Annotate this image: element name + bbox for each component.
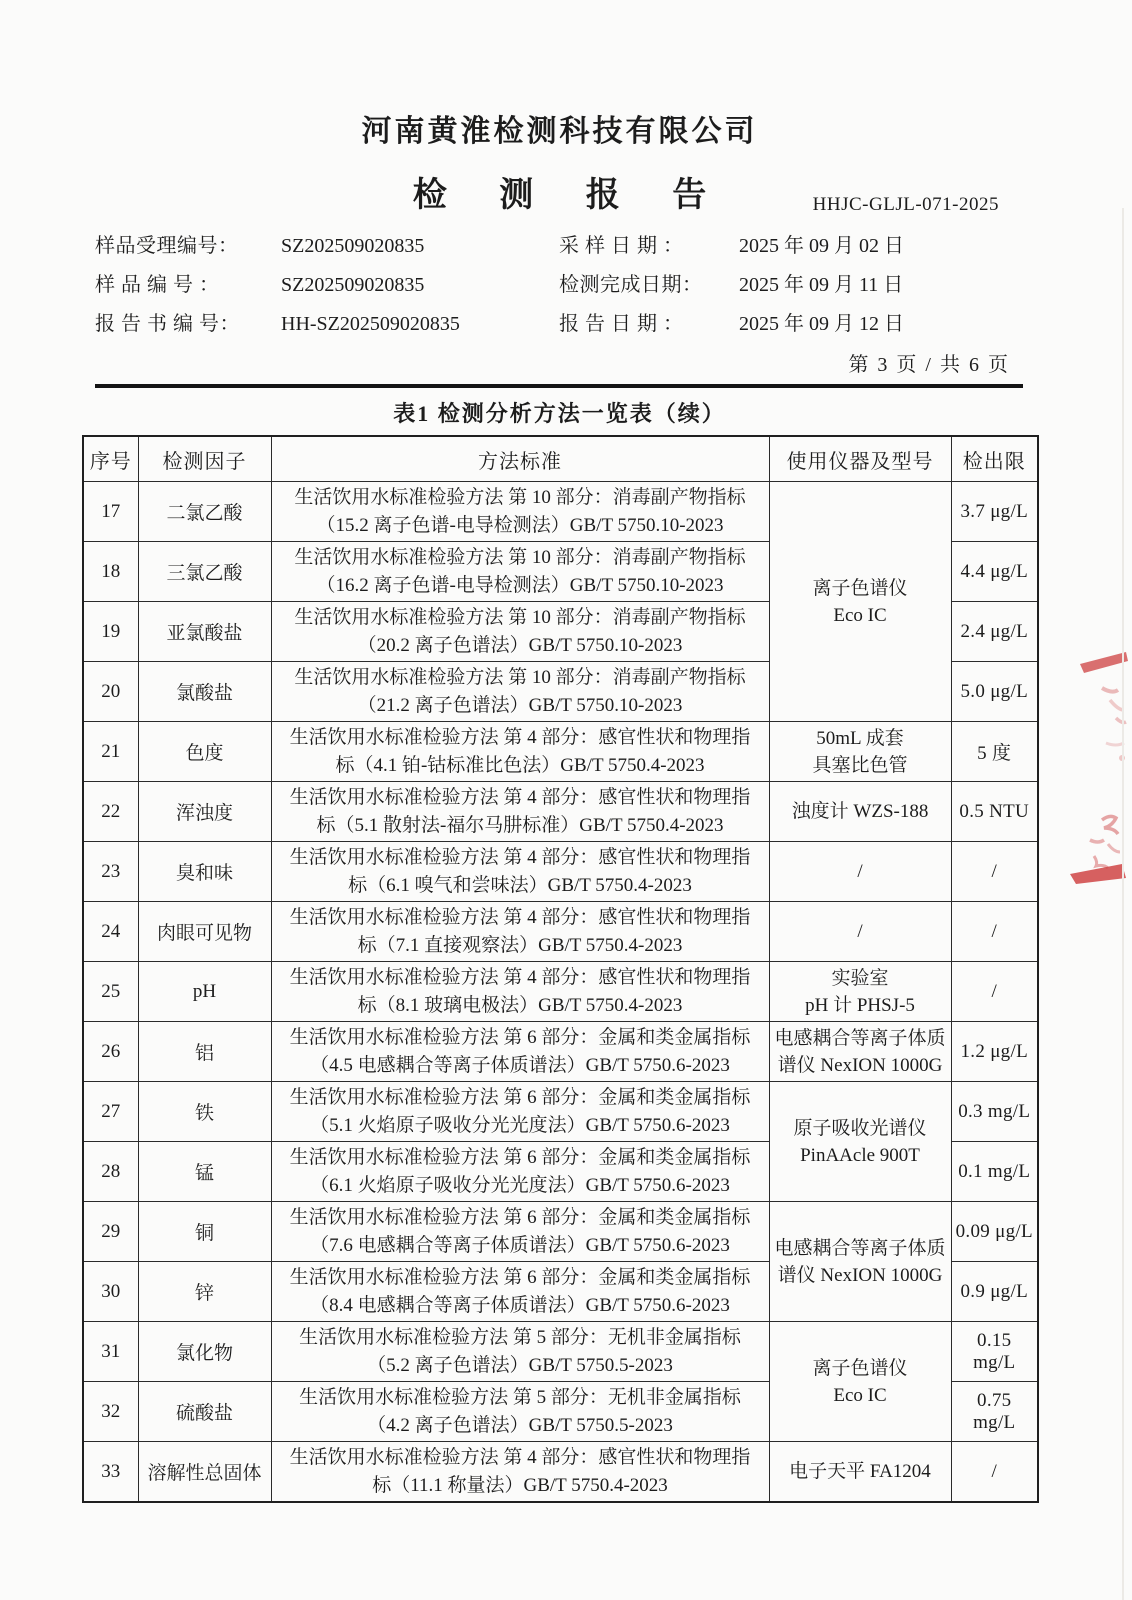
table-row: [83, 1202, 1038, 1262]
method-line: （4.5 电感耦合等离子体质谱法）GB/T 5750.6-2023: [310, 1054, 730, 1076]
instrument-line: Eco IC: [833, 604, 887, 626]
cell-detection-limit: 0.1 mg/L: [951, 1142, 1038, 1202]
cell-serial-number: 23: [83, 842, 138, 902]
method-line: （16.2 离子色谱-电导检测法）GB/T 5750.10-2023: [316, 574, 724, 596]
cell-instrument: [769, 482, 951, 722]
cell-instrument: [769, 1202, 951, 1322]
cell-detection-limit: 4.4 μg/L: [951, 542, 1038, 602]
method-line: 生活饮用水标准检验方法 第 6 部分：金属和类金属指标: [289, 1146, 751, 1168]
table-row: [83, 1322, 1038, 1382]
report-code: HHJC-GLJL-071-2025: [812, 194, 999, 215]
cell-serial-number: 28: [83, 1142, 138, 1202]
instrument-line: 浊度计 WZS-188: [791, 801, 929, 822]
cell-detection-limit: /: [951, 1442, 1038, 1503]
meta-value: SZ202509020835: [281, 274, 425, 296]
table-title: 表1 检测分析方法一览表（续）: [393, 401, 726, 426]
cell-serial-number: 19: [83, 602, 138, 662]
table-row: [83, 1022, 1038, 1082]
cell-detection-limit: /: [951, 902, 1038, 962]
cell-method-standard: [271, 1382, 769, 1442]
instrument-line: 离子色谱仪: [812, 577, 908, 599]
cell-detection-limit: 1.2 μg/L: [951, 1022, 1038, 1082]
method-line: 生活饮用水标准检验方法 第 4 部分：感官性状和物理指: [289, 786, 751, 808]
table-row: [83, 482, 1038, 542]
cell-test-factor: 亚氯酸盐: [138, 602, 271, 662]
cell-serial-number: 25: [83, 962, 138, 1022]
header-col-instrument: 使用仪器及型号: [769, 436, 951, 482]
cell-detection-limit: 2.4 μg/L: [951, 602, 1038, 662]
cell-method-standard: [271, 1262, 769, 1322]
cell-test-factor: 肉眼可见物: [138, 902, 271, 962]
method-line: 生活饮用水标准检验方法 第 6 部分：金属和类金属指标: [289, 1266, 751, 1288]
cell-detection-limit: 0.09 μg/L: [951, 1202, 1038, 1262]
cell-test-factor: 氯化物: [138, 1322, 271, 1382]
cell-test-factor: pH: [138, 962, 271, 1022]
cell-serial-number: 27: [83, 1082, 138, 1142]
instrument-line: 电感耦合等离子体质: [774, 1237, 946, 1259]
cell-test-factor: 溶解性总固体: [138, 1442, 271, 1503]
instrument-line: 50mL 成套: [816, 727, 904, 749]
cell-serial-number: 32: [83, 1382, 138, 1442]
method-line: 标（8.1 玻璃电极法）GB/T 5750.4-2023: [357, 994, 683, 1016]
header-col-no: 序号: [83, 436, 138, 482]
cell-detection-limit: /: [951, 962, 1038, 1022]
cell-method-standard: [271, 782, 769, 842]
cell-method-standard: [271, 1022, 769, 1082]
instrument-line: /: [857, 861, 863, 882]
cell-instrument: [769, 1082, 951, 1202]
cell-test-factor: 锌: [138, 1262, 271, 1322]
cell-detection-limit: 3.7 μg/L: [951, 482, 1038, 542]
method-line: 标（4.1 铂-钴标准比色法）GB/T 5750.4-2023: [335, 754, 705, 776]
meta-label: 检测完成日期：: [559, 274, 703, 296]
method-line: 生活饮用水标准检验方法 第 4 部分：感官性状和物理指: [289, 726, 751, 748]
table-row: [83, 842, 1038, 902]
title-row: [82, 174, 1037, 218]
company-name: 河南黄淮检测科技有限公司: [361, 115, 758, 148]
method-line: （6.1 火焰原子吸收分光光度法）GB/T 5750.6-2023: [310, 1174, 730, 1196]
meta-label: 报 告 日 期 ：: [559, 313, 684, 335]
instrument-line: /: [857, 921, 863, 942]
cell-instrument: [769, 1322, 951, 1442]
method-line: 标（11.1 称量法）GB/T 5750.4-2023: [372, 1474, 668, 1496]
cell-detection-limit: 0.15 mg/L: [951, 1322, 1038, 1382]
cell-method-standard: [271, 722, 769, 782]
cell-serial-number: 22: [83, 782, 138, 842]
cell-test-factor: 色度: [138, 722, 271, 782]
table-row: [83, 722, 1038, 782]
cell-instrument: [769, 722, 951, 782]
cell-test-factor: 铝: [138, 1022, 271, 1082]
instrument-line: pH 计 PHSJ-5: [805, 994, 915, 1016]
method-line: 生活饮用水标准检验方法 第 10 部分：消毒副产物指标: [294, 486, 746, 508]
method-line: 生活饮用水标准检验方法 第 6 部分：金属和类金属指标: [289, 1026, 751, 1048]
meta-label: 样 品 编 号 ：: [95, 274, 220, 296]
page-edge-line: [1122, 208, 1124, 1600]
cell-detection-limit: 0.3 mg/L: [951, 1082, 1038, 1142]
cell-serial-number: 31: [83, 1322, 138, 1382]
method-line: 生活饮用水标准检验方法 第 5 部分：无机非金属指标: [299, 1326, 741, 1348]
cell-detection-limit: 5 度: [951, 722, 1038, 782]
cell-test-factor: 三氯乙酸: [138, 542, 271, 602]
cell-serial-number: 24: [83, 902, 138, 962]
table-row: [83, 782, 1038, 842]
method-line: （20.2 离子色谱法）GB/T 5750.10-2023: [357, 634, 683, 656]
cell-detection-limit: /: [951, 842, 1038, 902]
cell-method-standard: [271, 902, 769, 962]
cell-method-standard: [271, 602, 769, 662]
cell-method-standard: [271, 962, 769, 1022]
method-line: 标（7.1 直接观察法）GB/T 5750.4-2023: [357, 934, 683, 956]
cell-serial-number: 29: [83, 1202, 138, 1262]
method-line: （21.2 离子色谱法）GB/T 5750.10-2023: [357, 694, 683, 716]
instrument-line: 电子天平 FA1204: [789, 1461, 931, 1482]
instrument-line: Eco IC: [833, 1384, 887, 1406]
meta-label: 样品受理编号：: [95, 235, 239, 257]
table-row: [83, 1442, 1038, 1503]
method-line: 生活饮用水标准检验方法 第 6 部分：金属和类金属指标: [289, 1206, 751, 1228]
cell-method-standard: [271, 662, 769, 722]
method-line: （4.2 离子色谱法）GB/T 5750.5-2023: [367, 1414, 673, 1436]
cell-serial-number: 26: [83, 1022, 138, 1082]
instrument-line: 实验室: [831, 967, 889, 989]
cell-method-standard: [271, 1322, 769, 1382]
cell-method-standard: [271, 542, 769, 602]
method-line: 生活饮用水标准检验方法 第 4 部分：感官性状和物理指: [289, 906, 751, 928]
method-line: 生活饮用水标准检验方法 第 4 部分：感官性状和物理指: [289, 966, 751, 988]
method-line: 生活饮用水标准检验方法 第 5 部分：无机非金属指标: [299, 1386, 741, 1408]
cell-test-factor: 臭和味: [138, 842, 271, 902]
instrument-line: 谱仪 NexION 1000G: [777, 1054, 943, 1076]
cell-serial-number: 33: [83, 1442, 138, 1503]
table-row: [83, 902, 1038, 962]
cell-test-factor: 铜: [138, 1202, 271, 1262]
method-line: 生活饮用水标准检验方法 第 10 部分：消毒副产物指标: [294, 666, 746, 688]
cell-instrument: [769, 1442, 951, 1503]
method-line: 生活饮用水标准检验方法 第 4 部分：感官性状和物理指: [289, 846, 751, 868]
instrument-line: 离子色谱仪: [812, 1357, 908, 1379]
method-line: 生活饮用水标准检验方法 第 4 部分：感官性状和物理指: [289, 1446, 751, 1468]
method-line: 生活饮用水标准检验方法 第 10 部分：消毒副产物指标: [294, 546, 746, 568]
meta-value: 2025 年 09 月 12 日: [739, 313, 904, 335]
cell-instrument: [769, 842, 951, 902]
cell-instrument: [769, 1022, 951, 1082]
table-row: [83, 1082, 1038, 1142]
method-line: 标（5.1 散射法-福尔马肼标准）GB/T 5750.4-2023: [316, 814, 724, 836]
table-head: [83, 436, 1038, 482]
cell-method-standard: [271, 482, 769, 542]
method-line: （15.2 离子色谱-电导检测法）GB/T 5750.10-2023: [316, 514, 724, 536]
cell-test-factor: 铁: [138, 1082, 271, 1142]
cell-method-standard: [271, 1082, 769, 1142]
instrument-line: PinAAcle 900T: [800, 1144, 920, 1166]
cell-test-factor: 二氯乙酸: [138, 482, 271, 542]
meta-value: 2025 年 09 月 02 日: [739, 235, 904, 257]
header-rule: [95, 384, 1023, 388]
meta-value: 2025 年 09 月 11 日: [739, 274, 904, 296]
cell-serial-number: 21: [83, 722, 138, 782]
cell-detection-limit: 0.5 NTU: [951, 782, 1038, 842]
report-title: 检 测 报 告: [412, 177, 729, 214]
method-line: （8.4 电感耦合等离子体质谱法）GB/T 5750.6-2023: [310, 1294, 730, 1316]
methods-table: [82, 435, 1039, 1503]
method-line: （5.1 火焰原子吸收分光光度法）GB/T 5750.6-2023: [310, 1114, 730, 1136]
meta-value: SZ202509020835: [281, 235, 425, 257]
cell-instrument: [769, 782, 951, 842]
meta-label: 报 告 书 编 号：: [95, 313, 240, 335]
cell-serial-number: 17: [83, 482, 138, 542]
table-body: [83, 482, 1038, 1503]
cell-serial-number: 30: [83, 1262, 138, 1322]
page-indicator: 第 3 页 / 共 6 页: [848, 354, 1010, 376]
table-header-row: [83, 436, 1038, 482]
cell-method-standard: [271, 1202, 769, 1262]
meta-block: [82, 234, 1037, 336]
cell-test-factor: 氯酸盐: [138, 662, 271, 722]
cell-serial-number: 18: [83, 542, 138, 602]
cell-method-standard: [271, 1142, 769, 1202]
header-col-factor: 检测因子: [138, 436, 271, 482]
meta-label: 采 样 日 期 ：: [559, 235, 684, 257]
cell-detection-limit: 0.9 μg/L: [951, 1262, 1038, 1322]
instrument-line: 谱仪 NexION 1000G: [777, 1264, 943, 1286]
instrument-line: 电感耦合等离子体质: [774, 1027, 946, 1049]
table-row: [83, 962, 1038, 1022]
method-line: 生活饮用水标准检验方法 第 6 部分：金属和类金属指标: [289, 1086, 751, 1108]
header-col-method: 方法标准: [271, 436, 769, 482]
instrument-line: 原子吸收光谱仪: [793, 1117, 927, 1139]
instrument-line: 具塞比色管: [812, 754, 908, 776]
cell-test-factor: 浑浊度: [138, 782, 271, 842]
method-line: （5.2 离子色谱法）GB/T 5750.5-2023: [367, 1354, 673, 1376]
meta-value: HH-SZ202509020835: [281, 313, 460, 335]
method-line: （7.6 电感耦合等离子体质谱法）GB/T 5750.6-2023: [310, 1234, 730, 1256]
cell-instrument: [769, 902, 951, 962]
cell-method-standard: [271, 1442, 769, 1503]
method-line: 生活饮用水标准检验方法 第 10 部分：消毒副产物指标: [294, 606, 746, 628]
header-col-limit: 检出限: [951, 436, 1038, 482]
cell-test-factor: 硫酸盐: [138, 1382, 271, 1442]
cell-serial-number: 20: [83, 662, 138, 722]
cell-instrument: [769, 962, 951, 1022]
cell-detection-limit: 5.0 μg/L: [951, 662, 1038, 722]
cell-method-standard: [271, 842, 769, 902]
cell-test-factor: 锰: [138, 1142, 271, 1202]
method-line: 标（6.1 嗅气和尝味法）GB/T 5750.4-2023: [348, 874, 692, 896]
cell-detection-limit: 0.75 mg/L: [951, 1382, 1038, 1442]
